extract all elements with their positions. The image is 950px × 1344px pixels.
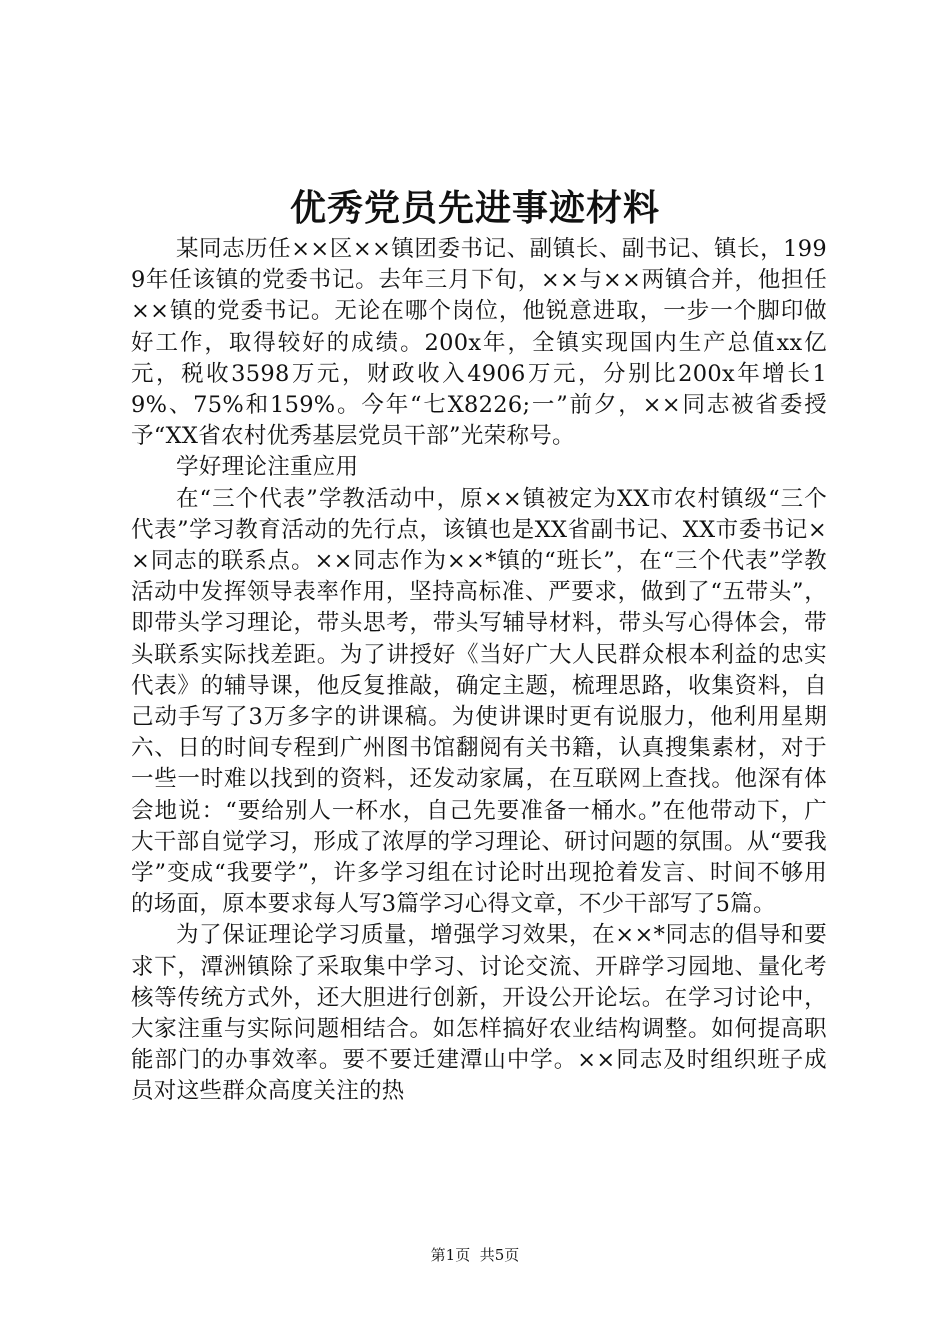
section-heading: 学好理论注重应用 bbox=[176, 454, 359, 481]
page-total: 共5页 bbox=[479, 1246, 520, 1264]
page-footer bbox=[0, 1244, 950, 1266]
paragraph-intro: 某同志历任××区××镇团委书记、副镇长、副书记、镇长，1999年任该镇的党委书记。去年三月下旬，××与××两镇合并，他担任××镇的党委书记。无论在哪个岗位，他锐意进取，一步一个脚印做好工作，取得较好的成绩。200x年，全镇实现国内生产总值xx亿元，税收3598万元，财政收入4906万元，分别比200x年增长19%、75%和159%。今年“七X8226;一”前夕，××同志被省委授予“XX省农村优秀基层党员干部”光荣称号。 bbox=[131, 236, 827, 450]
document-body bbox=[131, 234, 827, 1108]
page-number: 第1页 bbox=[430, 1246, 471, 1264]
paragraph-theory-study: 在“三个代表”学教活动中，原××镇被定为XX市农村镇级“三个代表”学习教育活动的先行点，该镇也是XX省副书记、XX市委书记××同志的联系点。××同志作为××*镇的“班长”，在“三个代表”学教活动中发挥领导表率作用，坚持高标准、严要求，做到了“五带头”，即带头学习理论，带头思考，带头写辅导材料，带头写心得体会，带头联系实际找差距。为了讲授好《当好广大人民群众根本利益的忠实代表》的辅导课，他反复推敲，确定主题，梳理思路，收集资料，自己动手写了3万多字的讲课稿。为使讲课时更有说服力，他利用星期六、日的时间专程到广州图书馆翻阅有关书籍，认真搜集素材，对于一些一时难以找到的资料，还发动家属，在互联网上查找。他深有体会地说：“要给别人一杯水，自己先要准备一桶水。”在他带动下，广大干部自觉学习，形成了浓厚的学习理论、研讨问题的氛围。从“要我学”变成“我要学”，许多学习组在讨论时出现抢着发言、时间不够用的场面，原本要求每人写3篇学习心得文章，不少干部写了5篇。 bbox=[131, 485, 827, 918]
paragraph-study-quality: 为了保证理论学习质量，增强学习效果，在××*同志的倡导和要求下，潭洲镇除了采取集中学习、讨论交流、开辟学习园地、量化考核等传统方式外，还大胆进行创新，开设公开论坛。在学习讨论中，大家注重与实际问题相结合。如怎样搞好农业结构调整。如何提高职能部门的办事效率。要不要迁建潭山中学。××同志及时组织班子成员对这些群众高度关注的热 bbox=[131, 922, 827, 1105]
document-title: 优秀党员先进事迹材料 bbox=[289, 187, 660, 229]
